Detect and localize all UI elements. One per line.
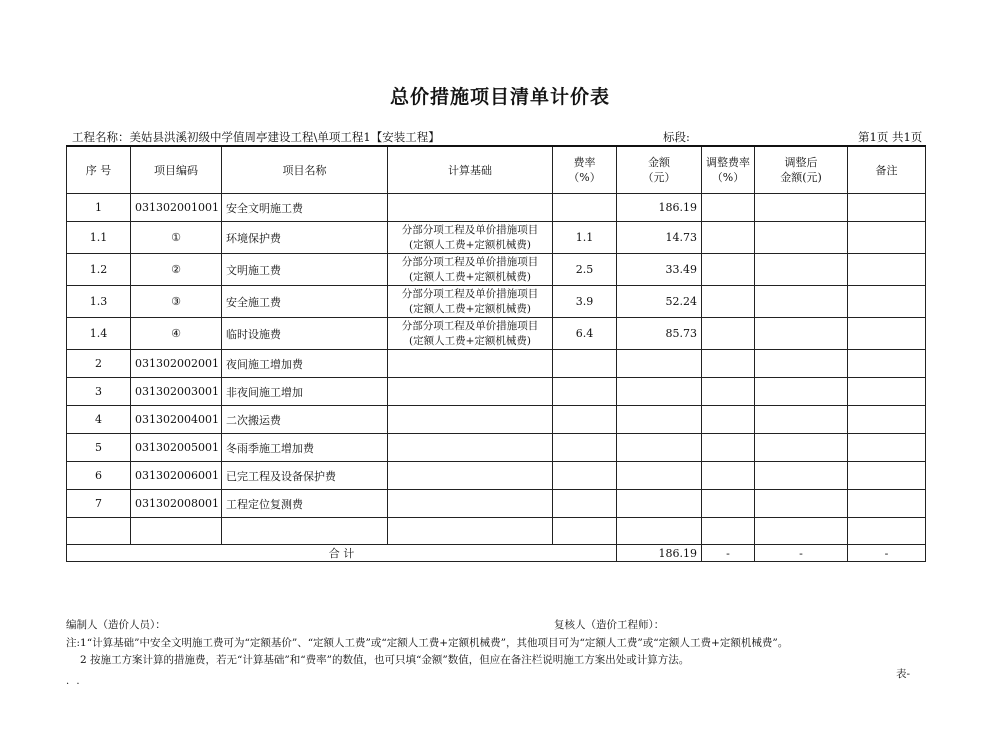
cell-remark [848, 254, 926, 286]
cell-rate [553, 406, 617, 434]
cell-remark [848, 350, 926, 378]
table-row [67, 434, 926, 462]
cell-code: 031302004001 [131, 406, 222, 434]
total-amount: 186.19 [617, 545, 702, 562]
project-value: 美姑县洪溪初级中学值周亭建设工程\单项工程1【安装工程】 [129, 130, 440, 144]
cell-adjusted-rate [702, 462, 755, 490]
header-amount: 金额 （元） [617, 146, 702, 194]
table-row [67, 462, 926, 490]
cell-adjusted-rate [702, 406, 755, 434]
table-row [67, 254, 926, 286]
basis-line-2: (定额人工费+定额机械费) [409, 334, 531, 347]
table-row [67, 490, 926, 518]
cell-adjusted-amount [755, 194, 848, 222]
header-adjusted-rate: 调整费率 （%） [702, 146, 755, 194]
cell-amount [617, 378, 702, 406]
cell-code [131, 518, 222, 545]
cell-seq: 1.4 [67, 318, 131, 350]
cell-adjusted-rate [702, 518, 755, 545]
cell-code: ② [131, 254, 222, 286]
cell-item-name: 环境保护费 [222, 222, 388, 254]
cell-amount [617, 350, 702, 378]
cell-remark [848, 194, 926, 222]
cell-adjusted-rate [702, 434, 755, 462]
total-label: 合 计 [67, 545, 617, 562]
cell-code: 031302006001 [131, 462, 222, 490]
cell-adjusted-amount [755, 406, 848, 434]
header-seq: 序 号 [67, 146, 131, 194]
cell-basis [388, 490, 553, 518]
cell-seq [67, 518, 131, 545]
cell-remark [848, 462, 926, 490]
cell-basis [388, 318, 553, 350]
table-row [67, 194, 926, 222]
cell-adjusted-amount [755, 518, 848, 545]
cell-item-name: 非夜间施工增加 [222, 378, 388, 406]
cell-basis [388, 406, 553, 434]
table-header-row [67, 146, 926, 194]
cell-remark [848, 222, 926, 254]
cell-seq: 1.1 [67, 222, 131, 254]
header-adjusted-amount: 调整后 金额(元) [755, 146, 848, 194]
header-rate: 费率 （%） [553, 146, 617, 194]
cell-item-name: 安全文明施工费 [222, 194, 388, 222]
table-row [67, 318, 926, 350]
basis-line-1: 分部分项工程及单价措施项目 [401, 223, 539, 236]
header-name: 项目名称 [222, 146, 388, 194]
cell-adjusted-rate [702, 350, 755, 378]
table-row [67, 222, 926, 254]
note-2: 2 按施工方案计算的措施费，若无“计算基础”和“费率”的数值，也可只填“金额”数值，但应在备注栏说明施工方案出处或计算方法。 [80, 654, 690, 666]
cell-item-name: 冬雨季施工增加费 [222, 434, 388, 462]
cell-rate [553, 490, 617, 518]
cell-adjusted-rate [702, 254, 755, 286]
cell-item-name: 工程定位复测费 [222, 490, 388, 518]
cell-amount: 33.49 [617, 254, 702, 286]
cell-seq: 5 [67, 434, 131, 462]
cell-amount: 52.24 [617, 286, 702, 318]
cell-basis [388, 194, 553, 222]
cell-adjusted-amount [755, 318, 848, 350]
cell-adjusted-rate [702, 286, 755, 318]
cell-basis [388, 462, 553, 490]
cell-basis [388, 222, 553, 254]
cell-adjusted-rate [702, 318, 755, 350]
total-remark: - [848, 545, 926, 562]
cell-item-name: 夜间施工增加费 [222, 350, 388, 378]
total-adjusted-amount: - [755, 545, 848, 562]
cell-basis [388, 378, 553, 406]
note-1: 注:1“计算基础”中安全文明施工费可为“定额基价”、“定额人工费”或“定额人工费+定额机械费”，其他项目可为“定额人工费”或“定额人工费+定额机械费”。 [66, 637, 789, 649]
basis-line-1: 分部分项工程及单价措施项目 [401, 319, 539, 332]
cell-rate: 1.1 [553, 222, 617, 254]
cell-seq: 2 [67, 350, 131, 378]
cell-rate [553, 434, 617, 462]
cell-seq: 1 [67, 194, 131, 222]
cell-code: 031302005001 [131, 434, 222, 462]
cell-item-name: 文明施工费 [222, 254, 388, 286]
cell-code: 031302001001 [131, 194, 222, 222]
cell-amount: 85.73 [617, 318, 702, 350]
form-number: 表- [896, 668, 911, 680]
cell-rate [553, 350, 617, 378]
cell-code: ③ [131, 286, 222, 318]
basis-line-1: 分部分项工程及单价措施项目 [401, 255, 539, 268]
cell-code: 031302002001 [131, 350, 222, 378]
basis-line-1: 分部分项工程及单价措施项目 [401, 287, 539, 300]
cell-basis [388, 286, 553, 318]
header-basis: 计算基础 [388, 146, 553, 194]
cell-amount [617, 406, 702, 434]
cell-adjusted-amount [755, 286, 848, 318]
cell-adjusted-amount [755, 378, 848, 406]
cell-rate [553, 462, 617, 490]
total-row [67, 545, 926, 562]
table-row [67, 378, 926, 406]
cell-item-name: 安全施工费 [222, 286, 388, 318]
cell-basis [388, 434, 553, 462]
cell-seq: 6 [67, 462, 131, 490]
section-label: 标段: [663, 130, 690, 144]
table-row [67, 350, 926, 378]
project-label: 工程名称： [72, 130, 130, 144]
cell-item-name [222, 518, 388, 545]
table-row [67, 406, 926, 434]
cell-rate [553, 518, 617, 545]
page-info: 第1页 共1页 [858, 130, 923, 144]
cell-adjusted-amount [755, 222, 848, 254]
cell-adjusted-rate [702, 194, 755, 222]
cell-amount: 186.19 [617, 194, 702, 222]
cell-seq: 7 [67, 490, 131, 518]
cell-amount [617, 434, 702, 462]
cell-amount: 14.73 [617, 222, 702, 254]
cell-seq: 4 [67, 406, 131, 434]
page-dots: . . [66, 676, 82, 687]
cell-code: ① [131, 222, 222, 254]
basis-line-2: (定额人工费+定额机械费) [409, 302, 531, 315]
cell-remark [848, 406, 926, 434]
cell-item-name: 已完工程及设备保护费 [222, 462, 388, 490]
header-code: 项目编码 [131, 146, 222, 194]
cell-basis [388, 518, 553, 545]
header-remark: 备注 [848, 146, 926, 194]
document-title: 总价措施项目清单计价表 [389, 86, 610, 108]
reviewer-signature-label: 复核人（造价工程师）： [554, 619, 665, 631]
cell-item-name: 二次搬运费 [222, 406, 388, 434]
cell-rate: 3.9 [553, 286, 617, 318]
cell-remark [848, 434, 926, 462]
cell-adjusted-amount [755, 254, 848, 286]
total-adjusted-rate: - [702, 545, 755, 562]
cell-adjusted-rate [702, 222, 755, 254]
editor-signature-label: 编制人（造价人员）： [66, 619, 166, 631]
cell-amount [617, 462, 702, 490]
cell-adjusted-amount [755, 350, 848, 378]
basis-line-2: (定额人工费+定额机械费) [409, 270, 531, 283]
measures-table [66, 145, 926, 562]
project-name [72, 129, 440, 145]
table-row [67, 518, 926, 545]
cell-rate: 2.5 [553, 254, 617, 286]
cell-basis [388, 350, 553, 378]
cell-rate [553, 378, 617, 406]
table-row [67, 286, 926, 318]
cell-remark [848, 378, 926, 406]
cell-item-name: 临时设施费 [222, 318, 388, 350]
cell-remark [848, 518, 926, 545]
cell-remark [848, 318, 926, 350]
cell-adjusted-rate [702, 378, 755, 406]
cell-amount [617, 490, 702, 518]
cell-rate [553, 194, 617, 222]
cell-remark [848, 490, 926, 518]
basis-line-2: (定额人工费+定额机械费) [409, 238, 531, 251]
cell-adjusted-amount [755, 462, 848, 490]
cell-amount [617, 518, 702, 545]
cell-rate: 6.4 [553, 318, 617, 350]
cell-seq: 1.2 [67, 254, 131, 286]
cell-code: 031302003001 [131, 378, 222, 406]
cell-code: 031302008001 [131, 490, 222, 518]
cell-adjusted-amount [755, 434, 848, 462]
cell-basis [388, 254, 553, 286]
cell-seq: 3 [67, 378, 131, 406]
cell-remark [848, 286, 926, 318]
cell-adjusted-amount [755, 490, 848, 518]
cell-code: ④ [131, 318, 222, 350]
cell-adjusted-rate [702, 490, 755, 518]
cell-seq: 1.3 [67, 286, 131, 318]
